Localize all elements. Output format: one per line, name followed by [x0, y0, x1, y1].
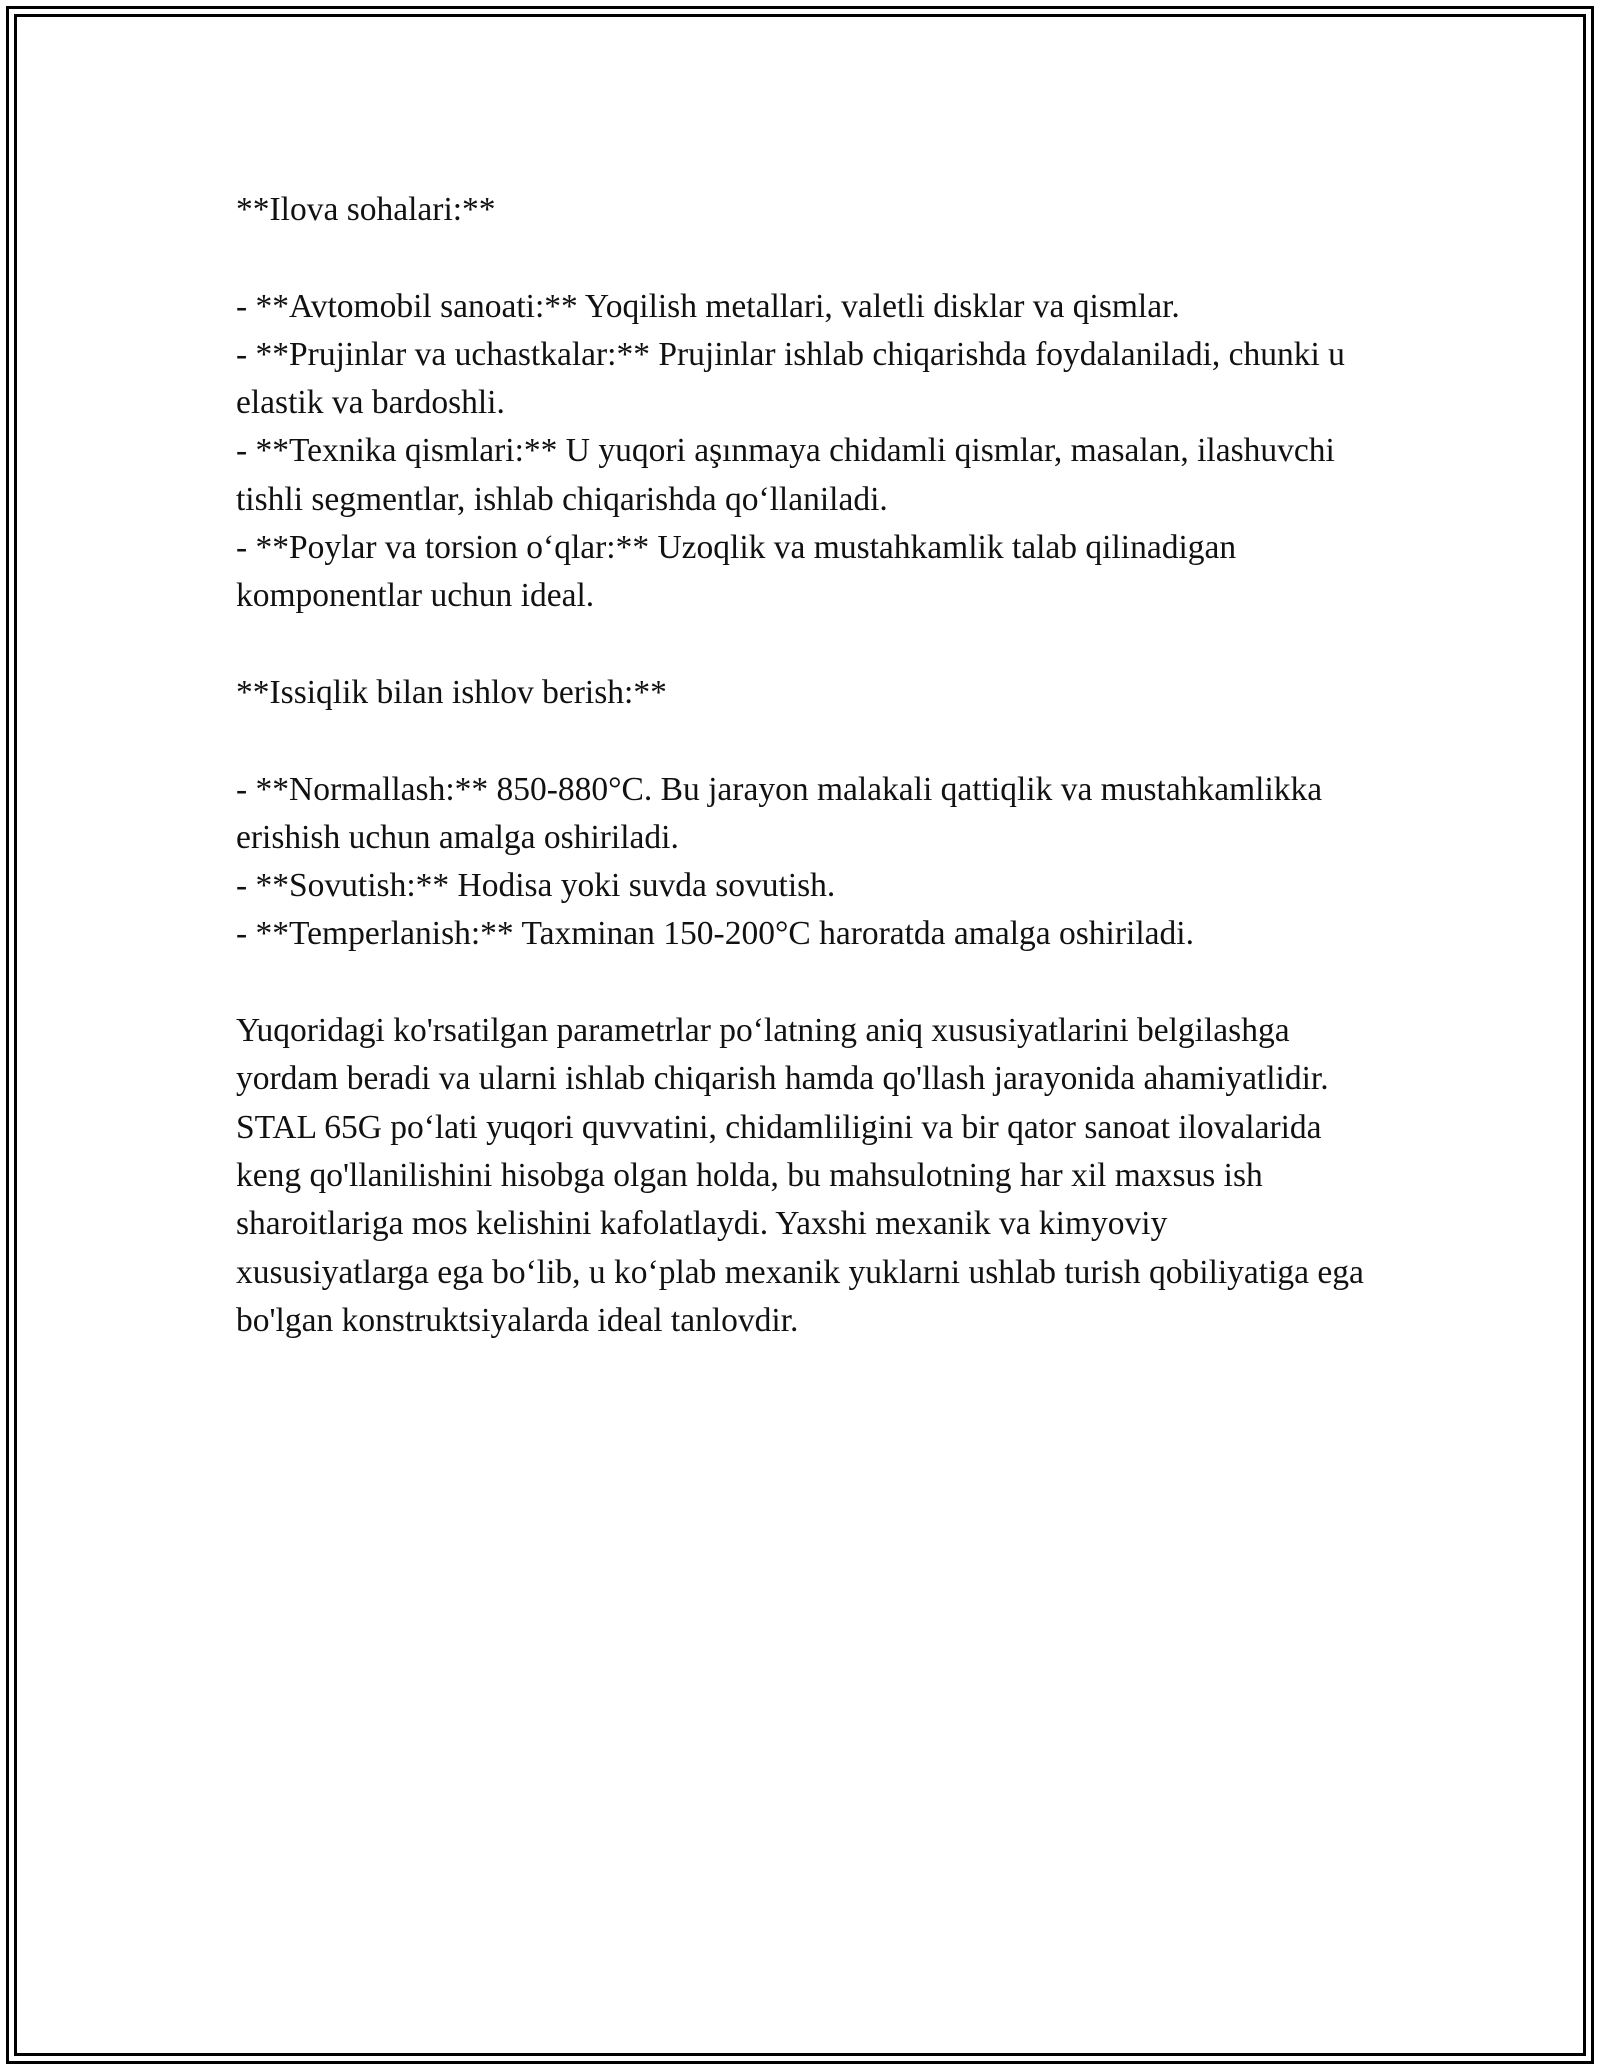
applications-heading: **Ilova sohalari:** — [236, 191, 496, 228]
list-item: - **Normallash:** 850-880°C. Bu jarayon malakali qattiqlik va mustahkamlikka erishish uchun amalga oshiriladi. — [236, 770, 1323, 856]
document-body — [236, 186, 1366, 1345]
heat-treatment-heading: **Issiqlik bilan ishlov berish:** — [236, 673, 667, 711]
list-item: - **Poylar va torsion oʻqlar:** Uzoqlik va mustahkamlik talab qilinadigan komponentlar uchun ideal. — [236, 529, 1237, 615]
list-item: - **Sovutish:** Hodisa yoki suvda sovutish. — [236, 867, 836, 905]
conclusion-paragraph: Yuqoridagi ko'rsatilgan parametrlar poʻlatning aniq xususiyatlarini belgilashga yordam beradi va ularni ishlab chiqarish hamda qo'llash jarayonida ahamiyatlidir. STAL 65G poʻlati yuqori quvvatini, chidamliligini va bir qator sanoat ilovalarida keng qo'llanilishini hisobga olgan holda, bu mahsulotning har xil maxsus ish sharoitlariga mos kelishini kafolatlaydi. Yaxshi mexanik va kimyoviy xususiyatlarga ega boʻlib, u koʻplab mexanik yuklarni ushlab turish qobiliyatiga ega bo'lgan konstruktsiyalarda ideal tanlovdir. — [236, 1012, 1364, 1339]
list-item: - **Texnika qismlari:** U yuqori aşınmaya chidamli qismlar, masalan, ilashuvchi tishli segmentlar, ishlab chiqarishda qoʻllaniladi. — [236, 432, 1335, 518]
spacer — [236, 621, 1366, 669]
spacer — [236, 717, 1366, 765]
spacer — [236, 234, 1366, 282]
list-item: - **Temperlanish:** Taxminan 150-200°C haroratda amalga oshiriladi. — [236, 915, 1194, 953]
list-item: - **Avtomobil sanoati:** Yoqilish metallari, valetli disklar va qismlar. — [236, 287, 1180, 325]
list-item: - **Prujinlar va uchastkalar:** Prujinlar ishlab chiqarishda foydalaniladi, chunki u elastik va bardoshli. — [236, 335, 1345, 422]
spacer — [236, 959, 1366, 1007]
